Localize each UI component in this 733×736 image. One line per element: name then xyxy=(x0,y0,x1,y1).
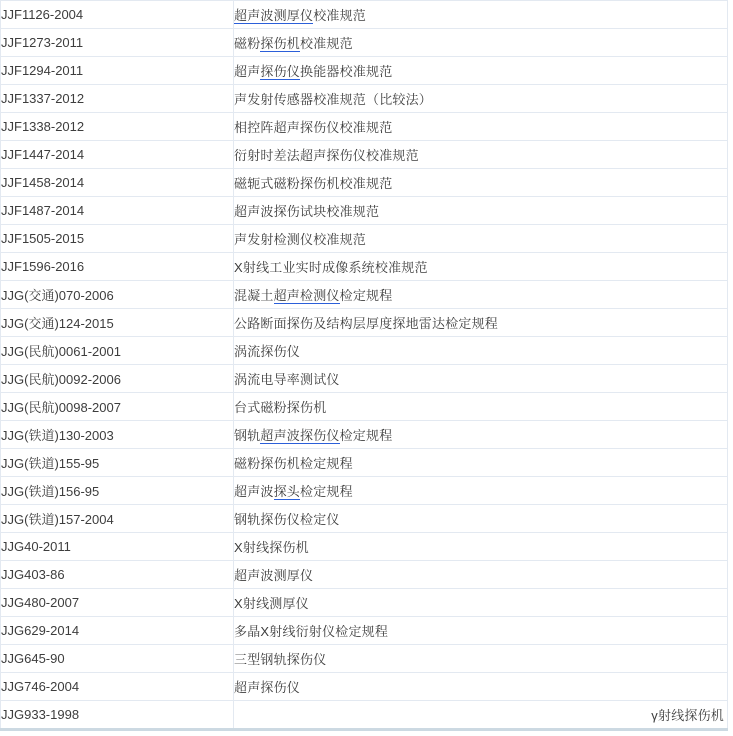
keyword-link[interactable]: 超声波测厚仪 xyxy=(234,8,314,23)
table-row xyxy=(1,617,728,645)
standard-title-cell xyxy=(234,533,728,561)
table-row xyxy=(1,505,728,533)
table-row xyxy=(1,561,728,589)
title-text: 声发射检测仪校准规范 xyxy=(234,232,367,247)
standard-code-cell: JJF1126-2004 xyxy=(1,1,234,29)
standard-title-cell xyxy=(234,141,728,169)
standard-title-cell xyxy=(234,617,728,645)
title-text: X射线探伤机 xyxy=(234,540,309,555)
standard-code-cell: JJF1505-2015 xyxy=(1,225,234,253)
table-row xyxy=(1,393,728,421)
standard-title-cell xyxy=(234,337,728,365)
table-row xyxy=(1,589,728,617)
table-row xyxy=(1,673,728,701)
standard-title-cell xyxy=(234,253,728,281)
table-row xyxy=(1,253,728,281)
title-text: 检定规程 xyxy=(339,428,393,443)
standard-title-cell xyxy=(234,57,728,85)
standard-code-cell: JJG(民航)0092-2006 xyxy=(1,365,234,393)
standard-title-cell xyxy=(234,29,728,57)
standard-title-cell xyxy=(234,449,728,477)
standard-title-cell xyxy=(234,169,728,197)
standard-title-cell xyxy=(234,309,728,337)
standard-title-cell xyxy=(234,673,728,701)
title-text: X射线测厚仪 xyxy=(234,596,309,611)
standard-title-cell xyxy=(234,421,728,449)
standard-code-cell: JJF1458-2014 xyxy=(1,169,234,197)
title-text: 超声波探伤试块校准规范 xyxy=(234,204,380,219)
standard-code-cell: JJG40-2011 xyxy=(1,533,234,561)
table-row xyxy=(1,309,728,337)
table-row xyxy=(1,337,728,365)
table-row xyxy=(1,29,728,57)
table-row xyxy=(1,477,728,505)
table-row xyxy=(1,421,728,449)
standard-code-cell: JJF1338-2012 xyxy=(1,113,234,141)
standard-code-cell: JJG480-2007 xyxy=(1,589,234,617)
table-row xyxy=(1,1,728,29)
title-text: 多晶X射线衍射仪检定规程 xyxy=(234,624,389,639)
standard-code-cell: JJF1487-2014 xyxy=(1,197,234,225)
title-text: 校准规范 xyxy=(313,8,367,23)
standards-table-body xyxy=(1,1,728,730)
standard-title-cell xyxy=(234,281,728,309)
title-text: 涡流电导率测试仪 xyxy=(234,372,340,387)
title-text: 台式磁粉探伤机 xyxy=(234,400,327,415)
standard-code-cell: JJG933-1998 xyxy=(1,701,234,730)
standard-title-cell xyxy=(234,225,728,253)
table-row xyxy=(1,365,728,393)
standard-code-cell: JJG(铁道)157-2004 xyxy=(1,505,234,533)
title-text: 检定规程 xyxy=(300,484,353,499)
title-text: 超声 xyxy=(234,64,261,79)
standard-title-cell xyxy=(234,365,728,393)
standard-code-cell: JJF1447-2014 xyxy=(1,141,234,169)
table-row xyxy=(1,701,728,730)
table-row xyxy=(1,141,728,169)
title-text: 公路断面探伤及结构层厚度探地雷达检定规程 xyxy=(234,316,499,331)
standard-title-cell xyxy=(234,645,728,673)
table-row xyxy=(1,197,728,225)
keyword-link[interactable]: 探伤仪 xyxy=(260,64,301,79)
title-text: 校准规范 xyxy=(300,36,353,51)
title-text: 钢轨探伤仪检定仪 xyxy=(234,512,340,527)
standard-title-cell xyxy=(234,561,728,589)
title-text: 衍射时差法超声探伤仪校准规范 xyxy=(234,148,419,163)
title-text: X射线工业实时成像系统校准规范 xyxy=(234,260,428,275)
title-text: 磁轭式磁粉探伤机校准规范 xyxy=(234,176,393,191)
title-text: 超声探伤仪 xyxy=(234,680,301,695)
title-text: 涡流探伤仪 xyxy=(234,344,301,359)
title-text: 超声波测厚仪 xyxy=(234,568,314,583)
title-text: 声发射传感器校准规范（比较法） xyxy=(234,92,433,107)
table-row xyxy=(1,281,728,309)
standard-code-cell: JJG(交通)124-2015 xyxy=(1,309,234,337)
standard-code-cell: JJG(铁道)130-2003 xyxy=(1,421,234,449)
standard-title-cell xyxy=(234,701,728,730)
standard-title-cell xyxy=(234,1,728,29)
standard-code-cell: JJF1596-2016 xyxy=(1,253,234,281)
standard-code-cell: JJG746-2004 xyxy=(1,673,234,701)
standard-title-cell xyxy=(234,477,728,505)
standard-code-cell: JJF1337-2012 xyxy=(1,85,234,113)
standard-code-cell: JJF1294-2011 xyxy=(1,57,234,85)
title-text: 换能器校准规范 xyxy=(300,64,393,79)
table-row xyxy=(1,645,728,673)
standard-code-cell: JJG(铁道)155-95 xyxy=(1,449,234,477)
title-text: γ射线探伤机 xyxy=(651,708,724,723)
table-row xyxy=(1,533,728,561)
table-row xyxy=(1,113,728,141)
standard-title-cell xyxy=(234,85,728,113)
standard-code-cell: JJG403-86 xyxy=(1,561,234,589)
title-text: 检定规程 xyxy=(339,288,393,303)
standard-code-cell: JJG629-2014 xyxy=(1,617,234,645)
title-text: 相控阵超声探伤仪校准规范 xyxy=(234,120,393,135)
table-row xyxy=(1,57,728,85)
keyword-link[interactable]: 探伤机 xyxy=(260,36,301,51)
keyword-link[interactable]: 超声检测仪 xyxy=(273,288,340,303)
standard-title-cell xyxy=(234,589,728,617)
title-text: 超声波 xyxy=(234,484,274,499)
standard-title-cell xyxy=(234,113,728,141)
title-text: 磁粉探伤机检定规程 xyxy=(234,456,353,471)
standard-title-cell xyxy=(234,393,728,421)
table-row xyxy=(1,225,728,253)
standard-title-cell xyxy=(234,505,728,533)
standard-code-cell: JJG(铁道)156-95 xyxy=(1,477,234,505)
standard-code-cell: JJG(民航)0061-2001 xyxy=(1,337,234,365)
title-text: 三型钢轨探伤仪 xyxy=(234,652,327,667)
standard-title-cell xyxy=(234,197,728,225)
title-text: 混凝土 xyxy=(234,288,274,303)
keyword-link[interactable]: 探头 xyxy=(273,484,301,499)
table-row xyxy=(1,449,728,477)
standard-code-cell: JJF1273-2011 xyxy=(1,29,234,57)
standard-code-cell: JJG(交通)070-2006 xyxy=(1,281,234,309)
title-text: 磁粉 xyxy=(234,36,261,51)
standard-code-cell: JJG(民航)0098-2007 xyxy=(1,393,234,421)
title-text: 钢轨 xyxy=(234,428,261,443)
table-row xyxy=(1,169,728,197)
keyword-link[interactable]: 超声波探伤仪 xyxy=(260,428,340,443)
standard-code-cell: JJG645-90 xyxy=(1,645,234,673)
table-row xyxy=(1,85,728,113)
